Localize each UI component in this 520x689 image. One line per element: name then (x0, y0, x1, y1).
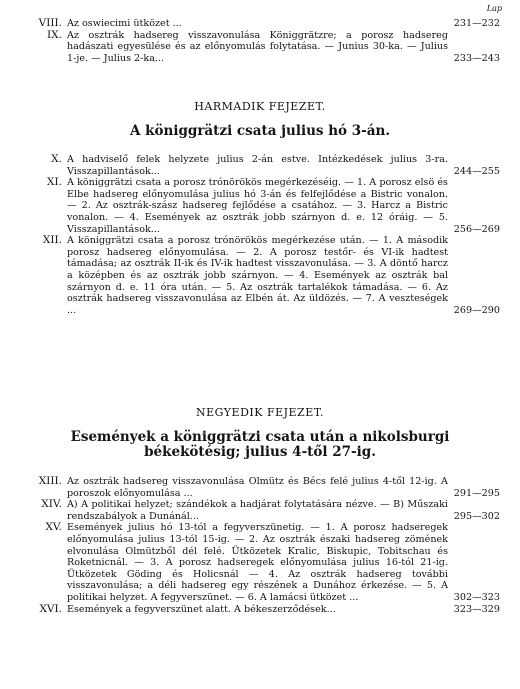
entry-text: A königgrätzi csata a porosz trónörökös megérkezéséig. — 1. A porosz elsö és Elbe hadsereg előnyomulása julius hó 3-án és felfejlődése a Bistric vonalon. — 2. Az osztrák-szász hadsereg fejlődése a csatához. — 3. Harcz a Bistric vonalon. — 4. Események az osztrák jobb szárnyon d. e. 12 óráig. — 5. Visszapillantások... (67, 177, 448, 235)
chapter4-entries (22, 476, 500, 615)
chapter3-title-wrap (0, 124, 520, 139)
entry-pages: 269—290 (453, 304, 500, 316)
entry-pages: 256—269 (453, 223, 500, 235)
entry-text: Az osztrák hadsereg visszavonulása Königgrätzre; a porosz hadsereg hadászati egyesülése és az előnyomulás folytatása. — Junius 30-ka. — Julius 1-je. — Julius 2-ka... (67, 29, 448, 64)
page-column-label: Lap (486, 4, 502, 13)
toc-entry-xv (22, 522, 500, 603)
toc-entry-xiii (22, 476, 500, 499)
toc-entry-x (22, 154, 500, 177)
entry-number: XII. (42, 234, 62, 247)
entry-number: XV. (45, 521, 62, 534)
entry-number: XIII. (38, 475, 62, 487)
entry-text: A königgrätzi csata a porosz trónörökös megérkezése után. — 1. A második porosz hadsereg előnyomulása. — 2. A porosz testőr- és VI-ik hadtest támadása; az osztrák II-ik és IV-ik hadtest visszavonulása. — 3. A döntő harcz a középben és az osztrák jobb szárnyon. — 4. Események az osztrák bal szárnyon d. e. 11 óra után. — 5. Az osztrák tartalékok támadása. — 6. Az osztrák hadsereg visszavonulása az Elbén át. Az üldözés. — 7. A veszteségek ... (67, 235, 448, 316)
entry-text: Az osztrák hadsereg visszavonulása Olmütz és Bécs felé julius 4-től 12-ig. A poroszok előnyomulása ... (67, 476, 448, 499)
toc-entry-xi (22, 177, 500, 235)
chapter4-heading (0, 406, 520, 419)
entry-pages: 244—255 (453, 165, 500, 177)
entry-pages: 295—302 (453, 510, 500, 522)
entry-number: XIV. (41, 498, 62, 511)
entry-text: A hadviselő felek helyzete julius 2-án estve. Intézkedések julius 3-ra. Visszapillantások... (67, 154, 448, 177)
chapter-label: HARMADIK FEJEZET. (194, 100, 326, 113)
entry-number: X. (51, 153, 62, 165)
entry-pages: 231—232 (453, 18, 500, 29)
chapter3-heading (0, 100, 520, 113)
toc-entry-ix (22, 30, 500, 65)
toc-entry-xii (22, 235, 500, 316)
entry-pages: 233—243 (453, 52, 500, 64)
chapter-title: A königgrätzi csata julius hó 3-án. (129, 123, 391, 139)
toc-top-block (22, 18, 500, 64)
toc-entry-xvi (22, 604, 500, 616)
entry-number: XI. (47, 176, 62, 189)
entry-number: XVI. (39, 602, 62, 615)
entry-number: VIII. (38, 17, 62, 29)
chapter4-title-wrap (0, 430, 520, 460)
entry-text: Események julius hó 13-tól a fegyverszünetig. — 1. A porosz hadseregek előnyomulása julius 13-tól 15-ig. — 2. Az osztrák északi hadsereg zömének elvonulása Olmützből dél felé. Ütközetek Kralic, Biskupic, Tobitschau és Roketnicnál. — 3. A porosz hadseregek előnyomulása julius 16-tól 21-ig. Ütközetek Göding és Holicsnál — 4. Az osztrák hadsereg további visszavonulása; a déli hadsereg egy részének a Dunához érkezése. — 5. A politikai helyzet. A fegyverszünet. — 6. A lamácsi ütközet ... (67, 522, 448, 603)
entry-pages: 323—329 (453, 603, 500, 615)
entry-pages: 291—295 (453, 487, 500, 499)
entry-text: Események a fegyverszünet alatt. A békeszerződések... (67, 603, 336, 615)
entry-text: A) A politikai helyzet; szándékok a hadjárat folytatására nézve. — B) Műszaki rendszabályok a Dunánál... (67, 499, 448, 522)
entry-text: Az oswiecimi ütközet ... (67, 18, 182, 29)
toc-entry-xiv (22, 499, 500, 522)
chapter-title: Események a königgrätzi csata után a nikolsburgi békekötésig; julius 4-től 27-ig. (70, 429, 450, 460)
chapter3-entries (22, 154, 500, 316)
entry-pages: 302—323 (453, 591, 500, 603)
toc-entry-viii (22, 18, 500, 30)
entry-number: IX. (47, 28, 62, 41)
chapter-label: NEGYEDIK FEJEZET. (196, 406, 324, 419)
